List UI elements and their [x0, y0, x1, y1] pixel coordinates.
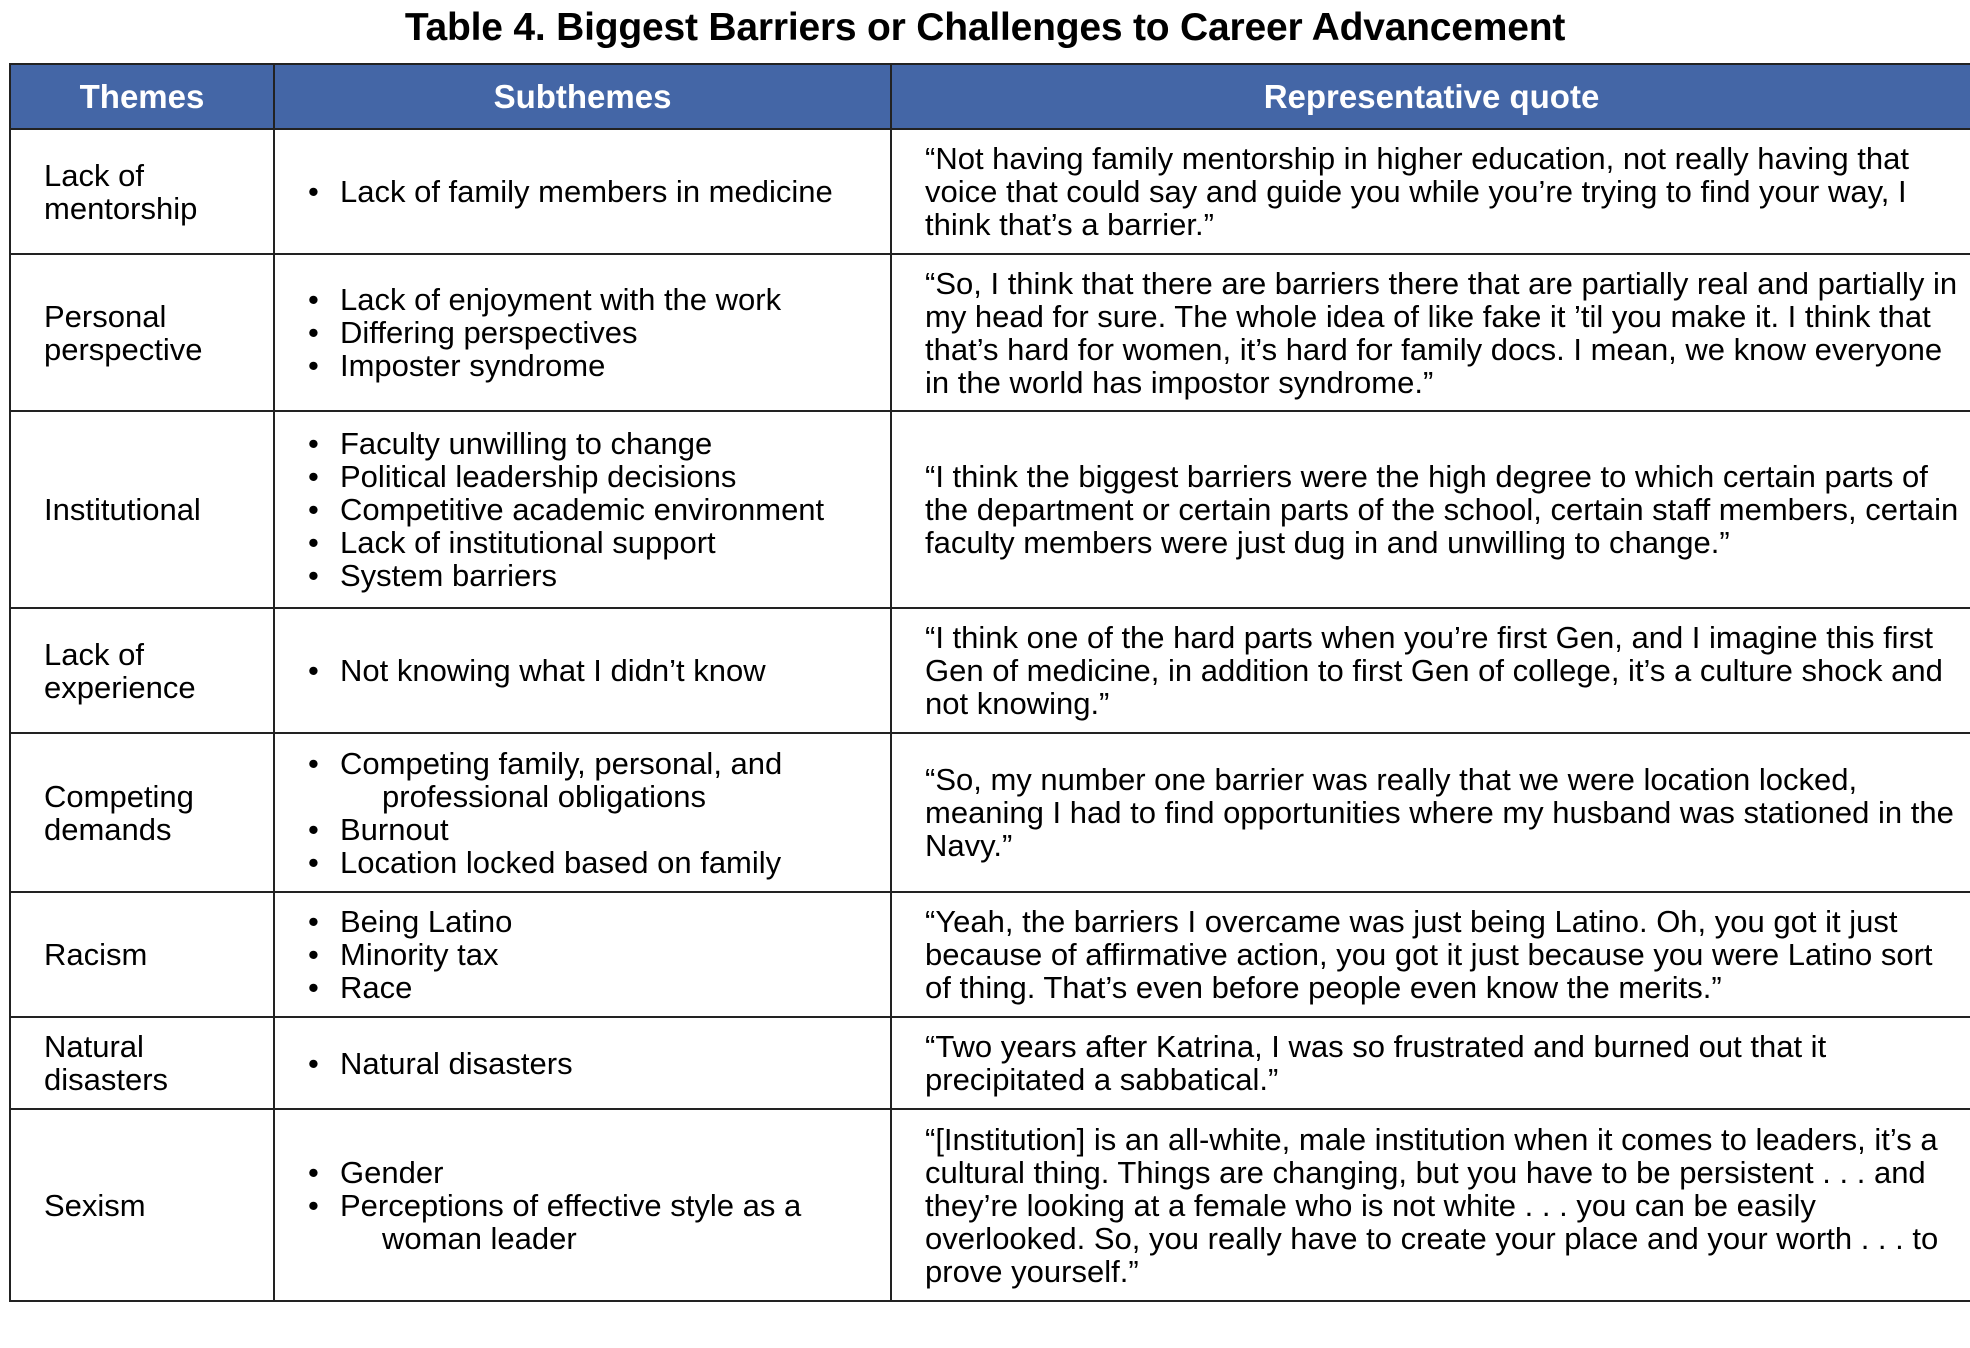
subthemes-cell [274, 411, 891, 608]
column-header-themes: Themes [10, 64, 274, 129]
theme-line: Institutional [44, 492, 201, 527]
column-header-subthemes: Subthemes [274, 64, 891, 129]
subtheme-text: Faculty unwilling to change [340, 426, 713, 461]
subtheme-item [308, 316, 890, 349]
theme-cell [10, 129, 274, 254]
theme-line: Personal [44, 298, 167, 334]
subtheme-text: Minority tax [340, 937, 499, 972]
theme-line: experience [44, 669, 196, 705]
table-body [10, 129, 1970, 1301]
theme-cell [10, 411, 274, 608]
subtheme-text: Not knowing what I didn’t know [340, 653, 766, 688]
subtheme-item [308, 349, 890, 382]
subtheme-text: Lack of enjoyment with the work [340, 282, 782, 317]
subtheme-list [308, 1047, 890, 1080]
subthemes-cell [274, 608, 891, 733]
theme-cell [10, 892, 274, 1017]
theme-line: Sexism [44, 1187, 146, 1223]
subtheme-item [308, 559, 890, 592]
subtheme-item [308, 747, 890, 813]
table-row [10, 129, 1970, 254]
column-header-quote: Representative quote [891, 64, 1970, 129]
subtheme-text: System barriers [340, 558, 558, 593]
table-row [10, 733, 1970, 892]
table-row [10, 1017, 1970, 1109]
subtheme-item [308, 654, 890, 687]
header-row [10, 64, 1970, 129]
subtheme-item [308, 283, 890, 316]
subtheme-text-continuation: woman leader [382, 1220, 577, 1256]
theme-line: Competing [44, 778, 194, 814]
subtheme-list [308, 654, 890, 687]
quote-cell: “So, I think that there are barriers there that are partially real and partially in my head for sure. The whole idea of like fake it ’til you make it. I think that that’s hard for women, it’s hard for family docs. I mean, we know everyone in the world has impostor syndrome.” [891, 254, 1970, 411]
subtheme-text: Political leadership decisions [340, 459, 737, 494]
subtheme-list [308, 1156, 890, 1255]
subthemes-cell [274, 892, 891, 1017]
table-row [10, 892, 1970, 1017]
subtheme-text: Competitive academic environment [340, 492, 825, 527]
subthemes-cell [274, 1017, 891, 1109]
theme-cell [10, 608, 274, 733]
subtheme-text-continuation: professional obligations [382, 778, 706, 814]
subtheme-list [308, 905, 890, 1004]
subtheme-text: Being Latino [340, 904, 513, 939]
theme-line: perspective [44, 331, 203, 367]
theme-cell [10, 733, 274, 892]
theme-line: Lack of [44, 157, 144, 193]
subtheme-text: Location locked based on family [340, 844, 782, 880]
subtheme-text: Lack of institutional support [340, 525, 716, 560]
subtheme-item [308, 905, 890, 938]
quote-cell: “Not having family mentorship in higher education, not really having that voice that could say and guide you while you’re trying to find your way, I think that’s a barrier.” [891, 129, 1970, 254]
quote-cell: “Yeah, the barriers I overcame was just being Latino. Oh, you got it just because of affirmative action, you got it just because you were Latino sort of thing. That’s even before people even know the merits.” [891, 892, 1970, 1017]
table-header [10, 64, 1970, 129]
table-title: Table 4. Biggest Barriers or Challenges to Career Advancement [404, 6, 1566, 49]
subtheme-list [308, 747, 890, 879]
subthemes-cell [274, 1109, 891, 1301]
theme-line: Lack of [44, 636, 144, 672]
theme-cell [10, 1017, 274, 1109]
subtheme-item [308, 1189, 890, 1255]
theme-line: disasters [44, 1062, 169, 1097]
subtheme-text: Race [340, 970, 413, 1005]
subtheme-list [308, 427, 890, 592]
subtheme-item [308, 938, 890, 971]
subthemes-cell [274, 129, 891, 254]
subtheme-text: Burnout [340, 811, 449, 847]
subthemes-cell [274, 733, 891, 892]
quote-cell: “I think the biggest barriers were the high degree to which certain parts of the department or certain parts of the school, certain staff members, certain faculty members were just dug in and unwilling to change.” [891, 411, 1970, 608]
table-row [10, 254, 1970, 411]
subtheme-text: Gender [340, 1154, 444, 1190]
theme-line: mentorship [44, 190, 198, 226]
subtheme-item [308, 493, 890, 526]
table-row [10, 411, 1970, 608]
theme-line: Natural [44, 1029, 144, 1064]
subtheme-list [308, 283, 890, 382]
subtheme-text: Lack of family members in medicine [340, 174, 833, 209]
theme-line: Racism [44, 937, 148, 972]
subtheme-item [308, 846, 890, 879]
quote-cell: “So, my number one barrier was really that we were location locked, meaning I had to find opportunities where my husband was stationed in the Navy.” [891, 733, 1970, 892]
subtheme-item [308, 460, 890, 493]
theme-cell [10, 1109, 274, 1301]
quote-cell: “I think one of the hard parts when you’re first Gen, and I imagine this first Gen of medicine, in addition to first Gen of college, it’s a culture shock and not knowing.” [891, 608, 1970, 733]
theme-line: demands [44, 811, 172, 847]
subtheme-list [308, 175, 890, 208]
subtheme-item [308, 971, 890, 1004]
subthemes-cell [274, 254, 891, 411]
subtheme-text: Imposter syndrome [340, 348, 606, 383]
subtheme-text: Natural disasters [340, 1045, 573, 1081]
subtheme-item [308, 813, 890, 846]
subtheme-text: Differing perspectives [340, 315, 638, 350]
subtheme-item [308, 175, 890, 208]
subtheme-item [308, 1156, 890, 1189]
subtheme-text: Competing family, personal, and [340, 745, 783, 781]
barriers-table [9, 63, 1970, 1302]
quote-cell: “[Institution] is an all-white, male institution when it comes to leaders, it’s a cultural thing. Things are changing, but you have to be persistent . . . and they’re looking at a female who is not white . . . you can be easily overlooked. So, you really have to create your place and your worth . . . to prove yourself.” [891, 1109, 1970, 1301]
quote-cell: “Two years after Katrina, I was so frustrated and burned out that it precipitated a sabbatical.” [891, 1017, 1970, 1109]
table-row [10, 1109, 1970, 1301]
subtheme-item [308, 427, 890, 460]
theme-cell [10, 254, 274, 411]
table-row [10, 608, 1970, 733]
subtheme-text: Perceptions of effective style as a [340, 1187, 802, 1223]
subtheme-item [308, 1047, 890, 1080]
subtheme-item [308, 526, 890, 559]
